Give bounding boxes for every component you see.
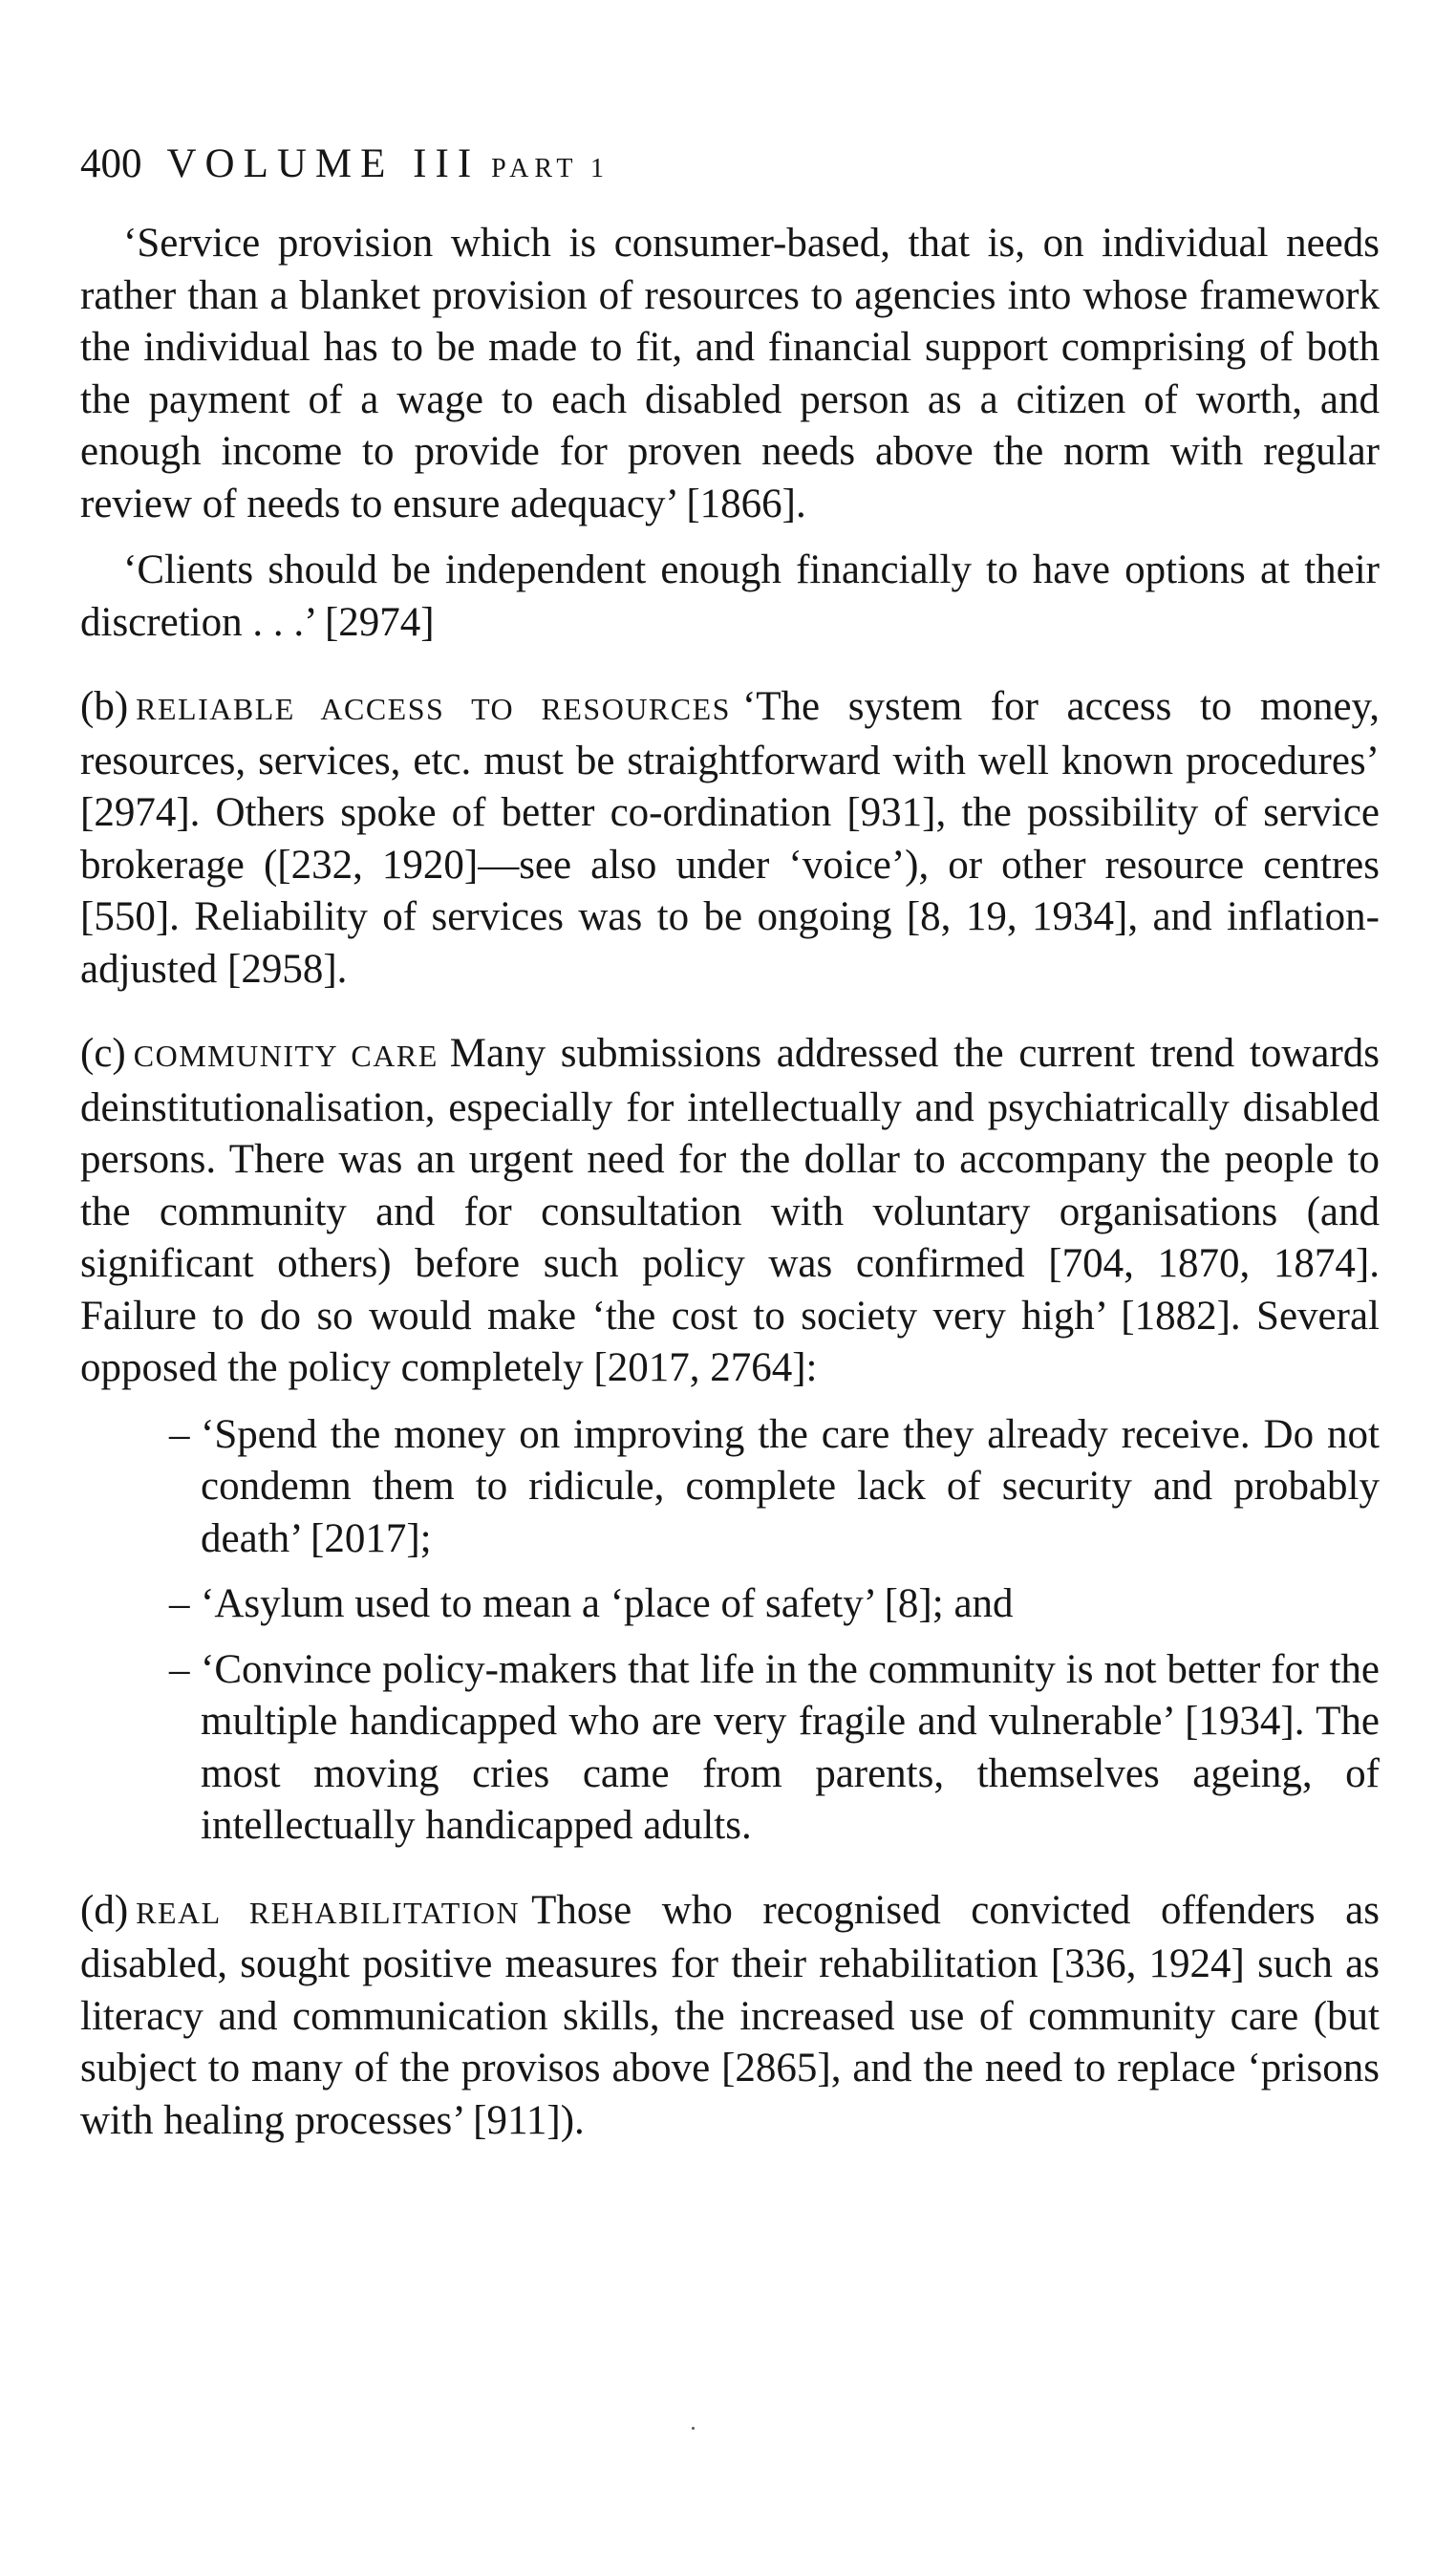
scan-speck: [692, 2427, 695, 2430]
list-item-text: ‘Asylum used to mean a ‘place of safety’ [8]; and: [201, 1581, 1014, 1626]
section-c-text: Many submissions addressed the current trend towards deinstitutionalisation, especially for intellectually and psychiatrically disabled persons. There was an urgent need for the dollar to accompany the people to the community and for consultation with voluntary organisations (and significant others) before such policy was confirmed [704, 1870, 1874]. Failure to do so would make ‘the cost to society very high’ [1882]. Several opposed the policy completely [2017, 2764]:: [80, 1031, 1381, 1390]
dash-marker: –: [169, 1581, 190, 1626]
document-page: [80, 139, 1380, 2161]
section-d: [80, 1885, 1380, 2148]
section-d-marker: (d): [80, 1887, 129, 1933]
dash-marker: –: [169, 1411, 190, 1457]
section-b-marker: (b): [80, 684, 129, 729]
page-number: 400: [80, 141, 142, 186]
quote-paragraph-1: ‘Service provision which is consumer-based, that is, on individual needs rather than a blanket provision of resources to agencies into whose framework the individual has to be made to fit, and financial support comprising of both the payment of a wage to each disabled person as a citizen of worth, and enough income to provide for proven needs above the norm with regular review of needs to ensure adequacy’ [1866].: [80, 221, 1380, 526]
section-d-text: Those who recognised convicted offenders as disabled, sought positive measures for their rehabilitation [336, 1924] such as literacy and communication skills, the increased use of community care (but subject to many of the provisos above [2865], and the need to replace ‘prisons with healing processes’ [911]).: [80, 1887, 1381, 2143]
dash-marker: –: [169, 1646, 190, 1692]
section-d-heading: REAL REHABILITATION: [136, 1895, 521, 1930]
list-item: [80, 1578, 1380, 1631]
quote-paragraph-2: ‘Clients should be independent enough financially to have options at their discretion . . .’ [2974]: [80, 547, 1380, 645]
section-b-text: ‘The system for access to money, resources, services, etc. must be straightforward with well known procedures’ [2974]. Others spoke of better co-ordination [931], the possibility of service brokerage ([232, 1920]—see also under ‘voice’), or other resource centres [550]. Reliability of services was to be ongoing [8, 19, 1934], and inflation-adjusted [2958].: [80, 684, 1380, 992]
list-item: [80, 1644, 1380, 1853]
section-b-heading: RELIABLE ACCESS TO RESOURCES: [136, 692, 731, 726]
section-c: [80, 1028, 1380, 1395]
list-item-text: ‘Spend the money on improving the care they already receive. Do not condemn them to ridicule, complete lack of security and probably death’ [2017];: [201, 1411, 1380, 1561]
list-item: [80, 1409, 1380, 1566]
section-c-quote-list: [80, 1409, 1380, 1853]
list-item-text: ‘Convince policy-makers that life in the community is not better for the multiple handicapped who are very fragile and vulnerable’ [1934]. The most moving cries came from parents, themselves ageing, of intellectually handicapped adults.: [201, 1646, 1380, 1848]
volume-label: VOLUME III: [166, 141, 481, 186]
section-b: [80, 681, 1380, 996]
running-header: [80, 139, 1380, 195]
section-c-marker: (c): [80, 1031, 126, 1076]
part-label: PART 1: [491, 154, 610, 183]
section-c-heading: COMMUNITY CARE: [133, 1039, 439, 1073]
